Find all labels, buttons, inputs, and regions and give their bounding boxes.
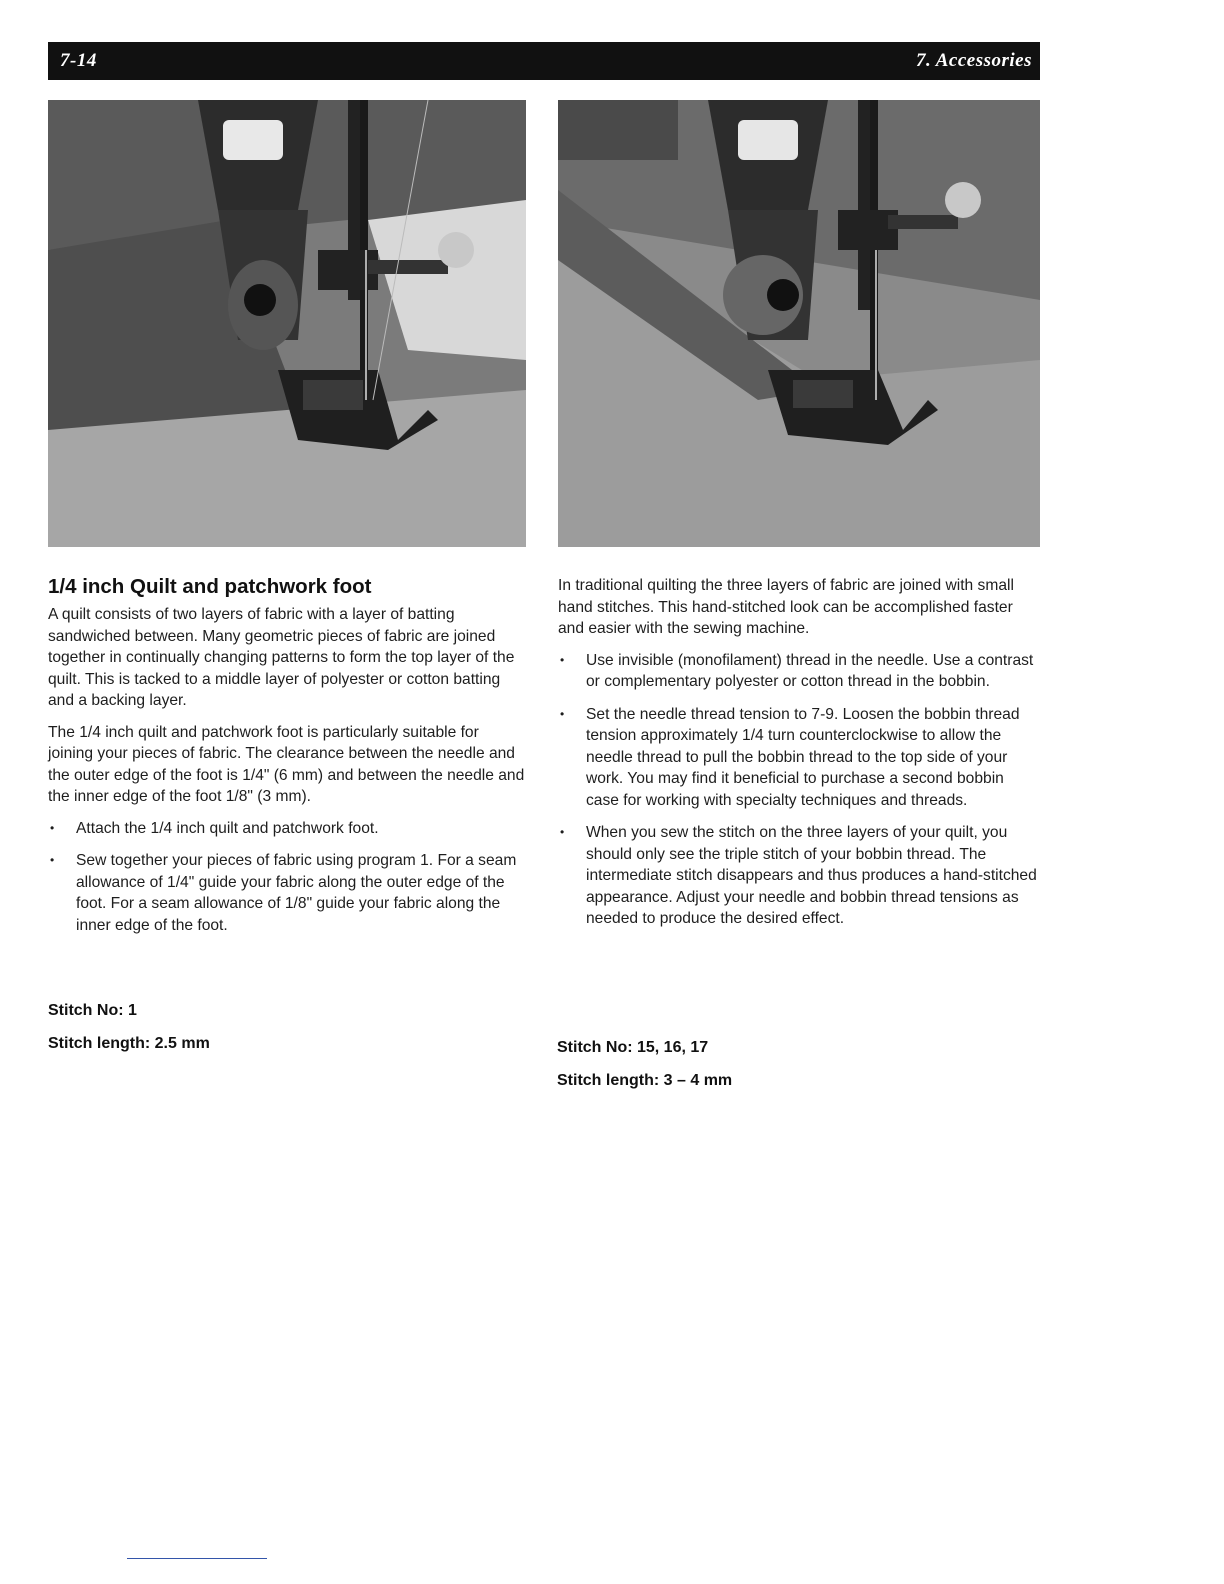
page-number: 7-14	[60, 50, 97, 71]
left-stitch-length: Stitch length: 2.5 mm	[48, 1035, 210, 1052]
sewing-machine-photo-illustration	[48, 100, 526, 547]
list-item: • Sew together your pieces of fabric using program 1. For a seam allowance of 1/4" guide your fabric along the outer edge of the foot. For a seam allowance of 1/8" guide your fabric along the inner edge of the foot.	[48, 850, 526, 936]
list-item: • Use invisible (monofilament) thread in the needle. Use a contrast or complementary polyester or cotton thread in the bobbin.	[558, 650, 1038, 693]
photo-quilt-foot-patchwork	[48, 100, 526, 547]
chapter-title: 7. Accessories	[915, 50, 1032, 71]
photo-quilting-three-layers	[558, 100, 1040, 547]
section-title: 1/4 inch Quilt and patchwork foot	[48, 575, 372, 598]
page-header-bar	[48, 42, 1040, 80]
footer-rule	[127, 1558, 267, 1559]
left-stitch-number: Stitch No: 1	[48, 1002, 137, 1019]
sewing-machine-photo-illustration	[558, 100, 1040, 547]
right-column	[558, 575, 1038, 941]
intro-paragraph: A quilt consists of two layers of fabric with a layer of batting sandwiched between. Many geometric pieces of fabric are joined together in continually changing patterns to form the top layer of the quilt. This is tacked to a middle layer of polyester or cotton batting and a backing layer.	[48, 606, 515, 709]
quilting-paragraph: In traditional quilting the three layers of fabric are joined with small hand stitches. This hand-stitched look can be accomplished faster and easier with the sewing machine.	[558, 577, 1014, 637]
left-column	[48, 574, 526, 947]
list-item: • Set the needle thread tension to 7-9. Loosen the bobbin thread tension approximately 1/4 turn counterclockwise to allow the needle thread to pull the bobbin thread to the top side of your work. You may find it beneficial to purchase a second bobbin case for working with specialty techniques and threads.	[558, 704, 1038, 812]
list-item: • Attach the 1/4 inch quilt and patchwork foot.	[48, 818, 526, 840]
foot-description-paragraph: The 1/4 inch quilt and patchwork foot is particularly suitable for joining your pieces of fabric. The clearance between the needle and the outer edge of the foot is 1/4" (6 mm) and between the needle and the inner edge of the foot 1/8" (3 mm).	[48, 723, 525, 805]
list-item: • When you sew the stitch on the three layers of your quilt, you should only see the triple stitch of your bobbin thread. The intermediate stitch disappears and thus produces a hand-stitched appearance. Adjust your needle and bobbin thread tensions as needed to produce the desired effect.	[558, 822, 1038, 930]
right-stitch-length: Stitch length: 3 – 4 mm	[557, 1072, 733, 1089]
right-stitch-number: Stitch No: 15, 16, 17	[557, 1039, 709, 1056]
left-bullet-list	[48, 818, 526, 937]
right-bullet-list	[558, 650, 1038, 930]
